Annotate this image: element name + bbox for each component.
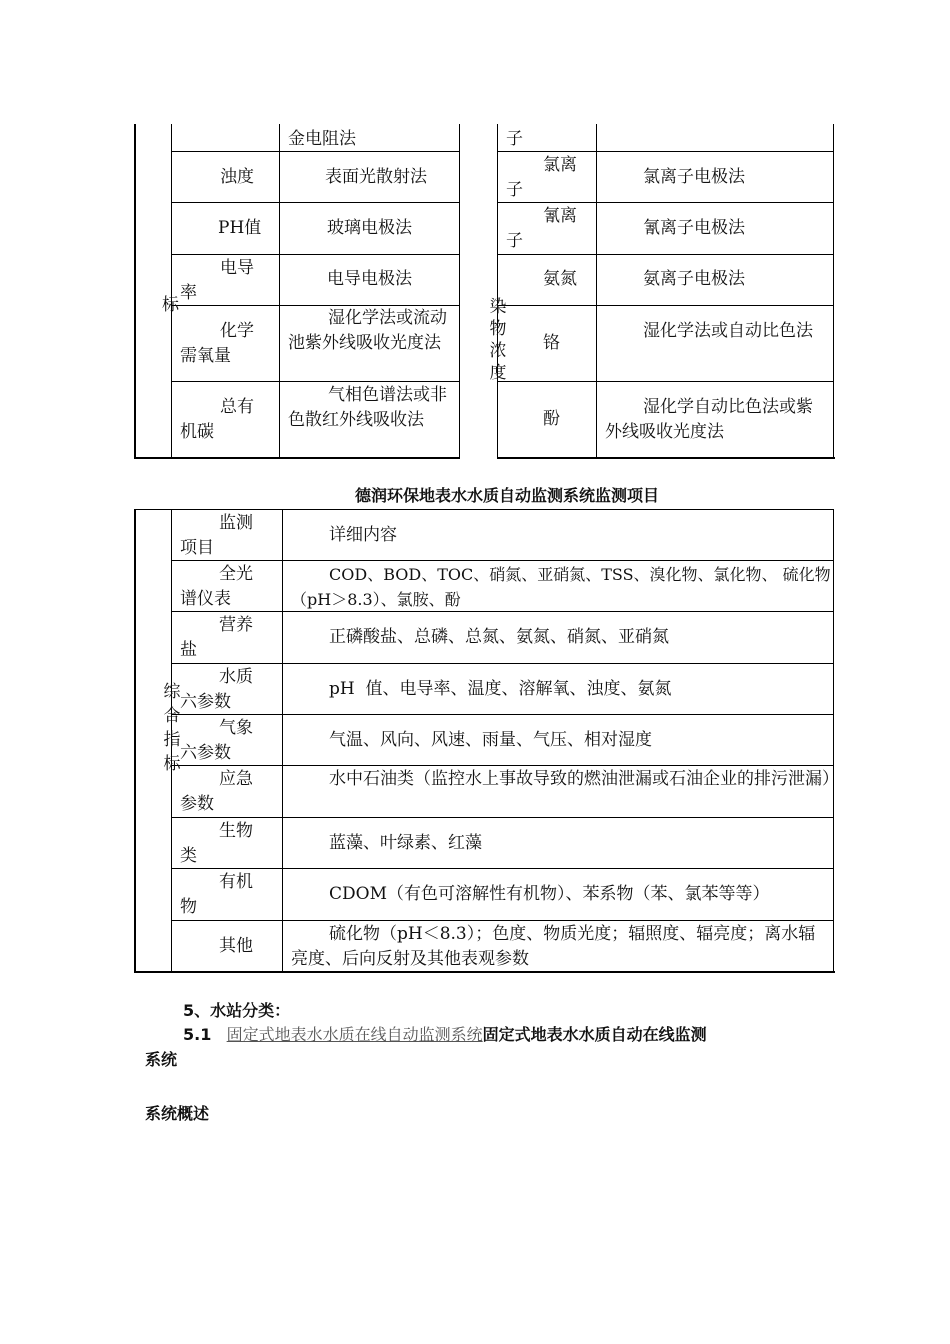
- content-cell: CDOM（有色可溶解性有机物）、苯系物（苯、氯苯等等）: [329, 884, 770, 904]
- item-cell: 水质六参数: [180, 667, 253, 712]
- item-cell: 气象六参数: [180, 718, 253, 763]
- content-cell: 蓝藻、叶绿素、红藻: [329, 833, 482, 853]
- section-5-1-line: [183, 1024, 707, 1046]
- item-cell: 浊度: [220, 167, 254, 187]
- overview-heading: 系统概述: [145, 1104, 210, 1123]
- section-label-left: 标: [162, 295, 179, 315]
- method-cell: 氰离子电极法: [643, 218, 745, 238]
- method-cell: 玻璃电极法: [327, 218, 412, 238]
- method-cell: 湿化学法或自动比色法: [643, 321, 813, 341]
- method-cell: 金电阻法: [288, 129, 356, 149]
- item-cell: 其他: [219, 936, 253, 956]
- item-cell: 有机物: [180, 872, 253, 917]
- content-cell: pH 值、电导率、温度、溶解氧、浊度、氨氮: [329, 679, 672, 699]
- item-cell: 总有机碳: [180, 397, 254, 442]
- section-title-continuation: 系统: [145, 1050, 178, 1069]
- item-cell: PH值: [218, 218, 262, 238]
- method-cell: 表面光散射法: [325, 167, 427, 187]
- content-cell: 水中石油类（监控水上事故导致的燃油泄漏或石油企业的排污泄漏）: [329, 769, 839, 789]
- table-2-title: 德润环保地表水水质自动监测系统监测项目: [355, 486, 660, 505]
- item-cell: 酚: [543, 409, 560, 429]
- item-cell: 氯离子: [506, 155, 577, 200]
- item-cell: 电导率: [180, 258, 254, 303]
- method-cell: 湿化学自动比色法或紫外线吸收光度法: [605, 397, 813, 442]
- item-cell: 监测项目: [180, 513, 253, 558]
- method-cell: 氨离子电极法: [643, 269, 745, 289]
- item-cell: 全光谱仪表: [180, 564, 253, 609]
- section-label-comprehensive: 综合指标: [163, 682, 181, 774]
- section-number: 5.1: [183, 1025, 212, 1044]
- section-link[interactable]: 固定式地表水水质在线自动监测系统: [226, 1025, 483, 1044]
- content-cell: 硫化物（pH＜8.3）；色度、物质光度；辐照度、辐亮度；离水辐亮度、后向反射及其他表观参数: [291, 924, 816, 969]
- item-cell: 铬: [543, 333, 560, 353]
- item-cell: 应急参数: [180, 769, 253, 814]
- section-label-right: 染物浓度: [489, 297, 507, 383]
- item-cell: 化学需氧量: [180, 321, 254, 366]
- section-5-heading: 5、水站分类：: [183, 1001, 291, 1020]
- content-cell: 气温、风向、风速、雨量、气压、相对湿度: [329, 730, 652, 750]
- content-cell: 详细内容: [329, 525, 397, 545]
- item-cell: 氰离子: [506, 206, 577, 251]
- content-cell: COD、BOD、TOC、硝氮、亚硝氮、TSS、溴化物、氯化物、 硫化物（pH＞8.3）、氯胺、酚: [291, 565, 831, 609]
- item-cell: 氨氮: [543, 269, 577, 289]
- item-cell: 子: [506, 129, 523, 149]
- method-cell: 氯离子电极法: [643, 167, 745, 187]
- content-cell: 正磷酸盐、总磷、总氮、氨氮、硝氮、亚硝氮: [329, 627, 669, 647]
- method-cell: 湿化学法或流动池紫外线吸收光度法: [288, 308, 447, 353]
- method-cell: 气相色谱法或非色散红外线吸收法: [288, 385, 447, 430]
- method-cell: 电导电极法: [327, 269, 412, 289]
- section-title-bold: 固定式地表水水质自动在线监测: [482, 1025, 707, 1044]
- item-cell: 营养盐: [180, 615, 253, 660]
- item-cell: 生物类: [180, 821, 253, 866]
